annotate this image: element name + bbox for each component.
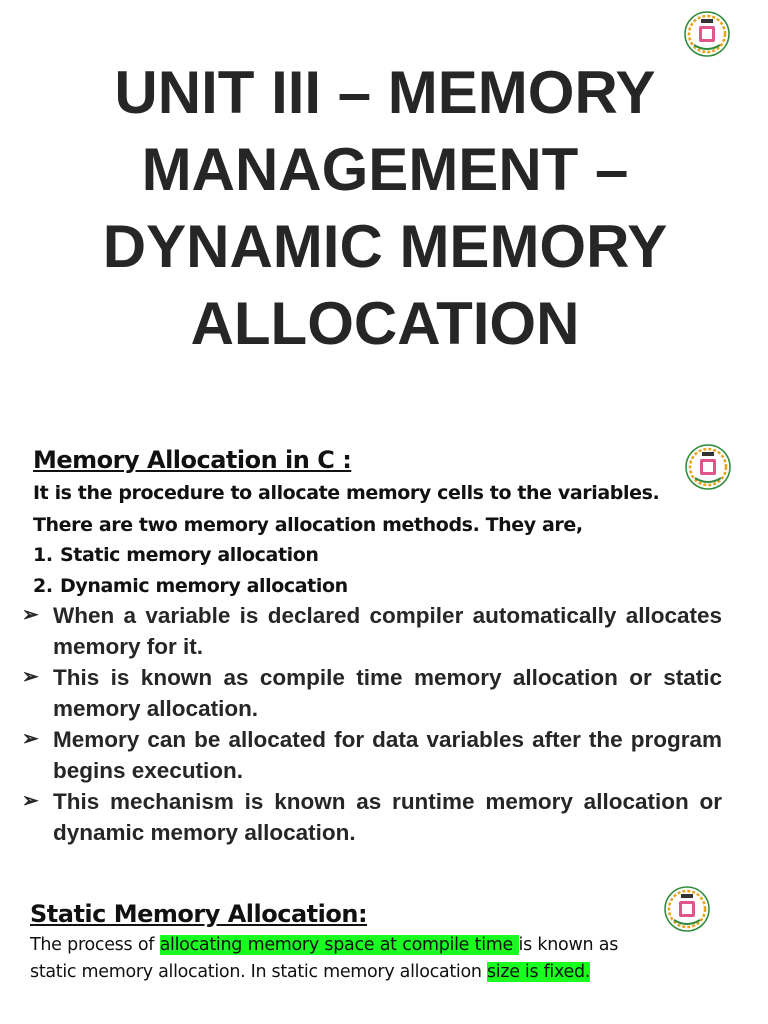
- bullet-text: This is known as compile time memory allocation or static memory allocation.: [53, 665, 722, 721]
- method-text: Dynamic memory allocation: [60, 575, 348, 597]
- method-text: Static memory allocation: [60, 544, 319, 566]
- title-line: UNIT III – MEMORY: [114, 59, 656, 126]
- highlighted-text: allocating memory space at compile time: [159, 935, 519, 955]
- bullet-text: This mechanism is known as runtime memory allocation or dynamic memory allocation.: [53, 789, 722, 845]
- bullet-item: [22, 662, 722, 724]
- college-emblem-icon: [662, 884, 712, 934]
- bullet-text: When a variable is declared compiler automatically allocates memory for it.: [53, 603, 722, 659]
- title-line: ALLOCATION: [190, 290, 580, 357]
- section-heading: Memory Allocation in C :: [33, 446, 352, 474]
- intro-line: There are two memory allocation methods. They are,: [33, 514, 583, 536]
- method-item: [33, 575, 348, 597]
- method-number: 2.: [33, 575, 53, 597]
- arrow-bullet-icon: ➢: [22, 790, 39, 812]
- title-line: DYNAMIC MEMORY: [102, 213, 668, 280]
- title-slide: [0, 0, 768, 420]
- method-number: 1.: [33, 544, 53, 566]
- intro-line: It is the procedure to allocate memory cells to the variables.: [33, 482, 660, 504]
- slide-title: [40, 54, 730, 362]
- arrow-bullet-icon: ➢: [22, 604, 39, 626]
- method-item: [33, 544, 319, 566]
- section-heading: Static Memory Allocation:: [30, 900, 368, 928]
- title-line: MANAGEMENT –: [141, 136, 629, 203]
- para-text: is known as static memory allocation. In static memory allocation: [30, 935, 619, 982]
- bullet-item: [22, 600, 722, 662]
- definition-paragraph: [30, 932, 618, 986]
- arrow-bullet-icon: ➢: [22, 666, 39, 688]
- bullet-list: [22, 600, 722, 848]
- bullet-item: [22, 786, 722, 848]
- college-emblem-icon: [682, 9, 732, 59]
- memory-allocation-slide: [0, 420, 768, 870]
- bullet-text: Memory can be allocated for data variables after the program begins execution.: [53, 727, 722, 783]
- arrow-bullet-icon: ➢: [22, 728, 39, 750]
- para-text: The process of: [30, 935, 160, 955]
- highlighted-text: size is fixed.: [486, 962, 591, 982]
- bullet-item: [22, 724, 722, 786]
- static-allocation-slide: [0, 870, 768, 1024]
- college-emblem-icon: [683, 442, 733, 492]
